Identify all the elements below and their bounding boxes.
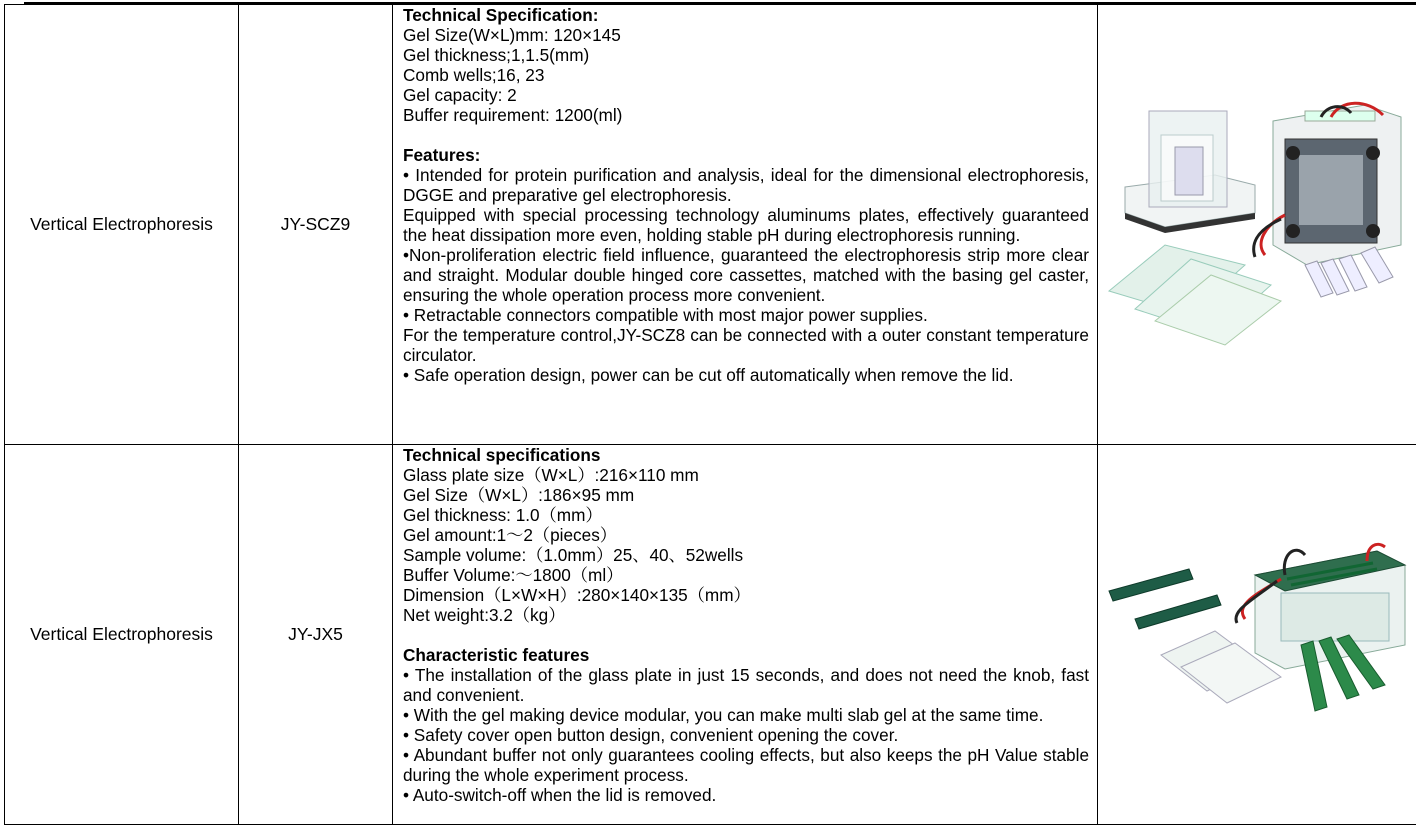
description-cell xyxy=(393,445,1098,825)
spec-line: Gel Size(W×L)mm: 120×145 xyxy=(403,25,621,45)
product-image-cell xyxy=(1098,445,1416,825)
spec-line: Gel thickness;1,1.5(mm) xyxy=(403,45,590,65)
features-heading: Characteristic features xyxy=(403,645,590,665)
model-cell: JY-JX5 xyxy=(239,445,393,825)
spec-line: Gel capacity: 2 xyxy=(403,85,517,105)
feature-item: • The installation of the glass plate in just 15 seconds, and does not need the knob, fast and convenient. xyxy=(403,665,1089,705)
feature-item: • Retractable connectors compatible with most major power supplies. xyxy=(403,305,928,325)
table-row xyxy=(5,5,1416,445)
feature-item: Equipped with special processing technology aluminums plates, effectively guaranteed the heat dissipation more even, holding stable pH during electrophoresis running. xyxy=(403,205,1089,245)
spec-line: Sample volume:（1.0mm）25、40、52wells xyxy=(403,545,744,565)
spec-line: Comb wells;16, 23 xyxy=(403,65,545,85)
feature-item: • Abundant buffer not only guarantees cooling effects, but also keeps the pH Value stable during the whole experiment process. xyxy=(403,745,1089,785)
description-cell xyxy=(393,5,1098,445)
electrophoresis-tank-image xyxy=(1105,95,1416,355)
model-cell: JY-SCZ9 xyxy=(239,5,393,445)
spec-heading: Technical Specification: xyxy=(403,5,599,25)
spec-line: Gel amount:1～2（pieces） xyxy=(403,525,617,545)
feature-item: • Safe operation design, power can be cut off automatically when remove the lid. xyxy=(403,365,1014,385)
feature-item: • Auto-switch-off when the lid is removed. xyxy=(403,785,717,805)
electrophoresis-unit-image xyxy=(1105,535,1416,735)
product-image-cell xyxy=(1098,5,1416,445)
table-row xyxy=(5,445,1416,825)
feature-item: • Safety cover open button design, convenient opening the cover. xyxy=(403,725,899,745)
spec-line: Dimension（L×W×H）:280×140×135（mm） xyxy=(403,585,751,605)
feature-item: For the temperature control,JY-SCZ8 can be connected with a outer constant temperature circulator. xyxy=(403,325,1089,365)
spec-line: Gel thickness: 1.0（mm） xyxy=(403,505,603,525)
spec-line: Gel Size（W×L）:186×95 mm xyxy=(403,485,635,505)
spec-heading: Technical specifications xyxy=(403,445,601,465)
product-name-cell: Vertical Electrophoresis xyxy=(5,445,239,825)
feature-item: •Non-proliferation electric field influence, guaranteed the electrophoresis strip more clear and straight. Modular double hinged core cassettes, matched with the basing gel caster, ensuring the whole operation process more convenient. xyxy=(403,245,1089,305)
feature-item: • Intended for protein purification and analysis, ideal for the dimensional electrophoresis, DGGE and preparative gel electrophoresis. xyxy=(403,165,1089,205)
product-name-cell: Vertical Electrophoresis xyxy=(5,5,239,445)
product-table xyxy=(4,4,1416,825)
features-heading: Features: xyxy=(403,145,481,165)
spec-line: Glass plate size（W×L）:216×110 mm xyxy=(403,465,699,485)
spec-line: Buffer requirement: 1200(ml) xyxy=(403,105,623,125)
spec-line: Buffer Volume:～1800（ml） xyxy=(403,565,624,585)
feature-item: • With the gel making device modular, you can make multi slab gel at the same time. xyxy=(403,705,1044,725)
spec-line: Net weight:3.2（kg） xyxy=(403,605,566,625)
